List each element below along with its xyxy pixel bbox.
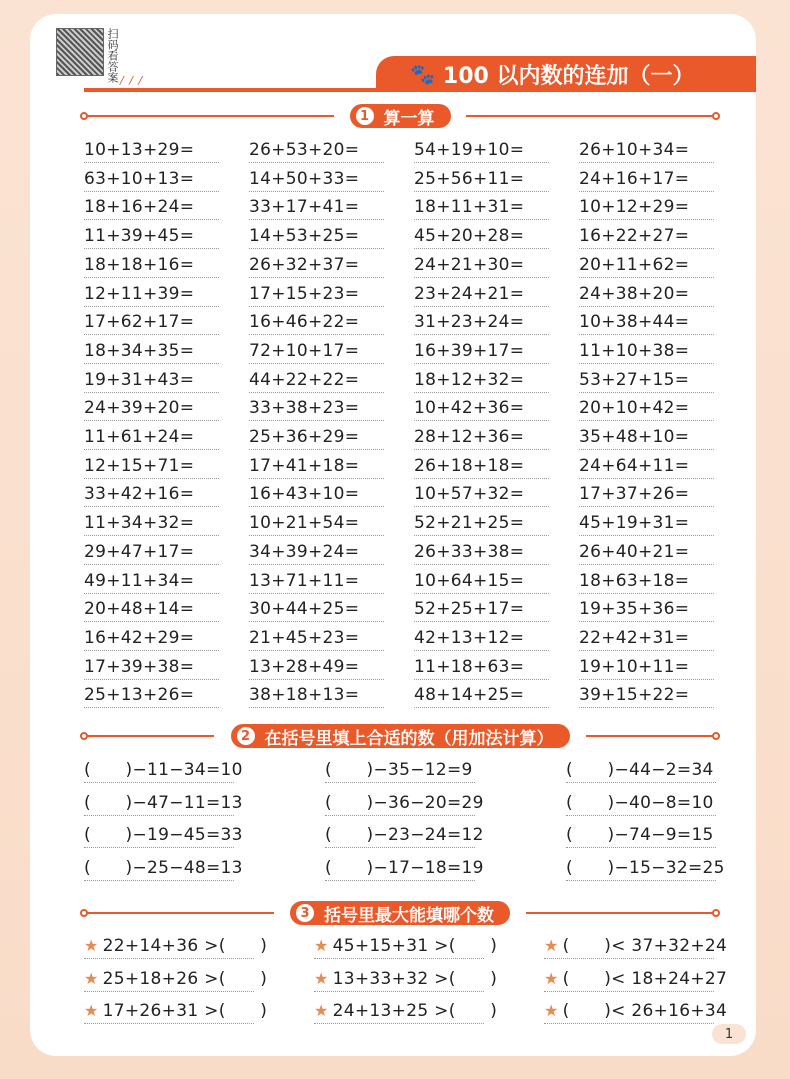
star-icon: ★ — [314, 968, 329, 988]
problem-item — [325, 856, 484, 881]
star-icon: ★ — [544, 1001, 559, 1020]
problem-text: 29+47+17= — [84, 541, 195, 562]
problem-text: 24+16+17= — [579, 168, 690, 189]
problem-text: 26+33+38= — [414, 541, 525, 562]
problem-item — [84, 310, 219, 335]
decor-dots: / / / — [120, 74, 144, 87]
problem-item — [414, 167, 549, 192]
problem-text: 18+18+16= — [84, 254, 195, 275]
problem-item — [414, 683, 549, 708]
problem-text: 17+15+23= — [249, 283, 360, 304]
problem-item — [579, 224, 714, 249]
problem-text: 24+13+25 >( ) — [332, 1001, 498, 1021]
problem-text: 16+22+27= — [579, 226, 690, 247]
problem-item — [414, 224, 549, 249]
problem-item — [544, 934, 728, 959]
problem-item — [414, 253, 549, 278]
problem-item — [414, 655, 549, 680]
problem-text: 28+12+36= — [414, 427, 525, 447]
problem-item — [84, 856, 243, 881]
problem-text: 17+41+18= — [249, 455, 360, 476]
section-number: 1 — [356, 107, 374, 125]
problem-item — [579, 396, 714, 421]
problem-item — [579, 626, 714, 651]
problem-item — [249, 195, 384, 220]
star-icon: ★ — [84, 1001, 99, 1020]
problem-text: 45+19+31= — [579, 513, 690, 534]
problem-text: ( )< 18+24+27 — [562, 968, 728, 989]
section-1-title: 算一算 — [383, 108, 435, 129]
problem-item — [249, 482, 384, 507]
problem-text: 25+18+26 >( ) — [102, 968, 268, 989]
problem-item — [84, 791, 243, 816]
problem-text: ( )−11−34=10 — [84, 760, 243, 780]
problem-text: 16+39+17= — [414, 340, 525, 361]
problem-text: ( )−19−45=33 — [84, 825, 243, 845]
problem-item — [566, 823, 716, 848]
problem-item — [84, 425, 219, 450]
problem-text: 10+42+36= — [414, 398, 525, 419]
page-number: 1 — [712, 1024, 746, 1044]
problem-item — [325, 823, 484, 848]
star-icon: ★ — [544, 968, 559, 988]
qr-label: 扫码看答案 — [106, 28, 119, 83]
star-icon: ★ — [544, 936, 559, 955]
problem-text: 10+13+29= — [84, 140, 195, 160]
problem-text: 10+12+29= — [579, 197, 690, 218]
problem-item — [249, 339, 384, 364]
problem-item — [314, 967, 498, 992]
section-2-title: 在括号里填上合适的数（用加法计算） — [264, 728, 554, 749]
problem-text: 20+11+62= — [579, 254, 690, 275]
problem-text: ( )< 37+32+24 — [562, 936, 728, 956]
problem-item — [579, 482, 714, 507]
divider-line — [526, 912, 716, 914]
problem-item — [414, 626, 549, 651]
problem-text: 35+48+10= — [579, 427, 690, 447]
problem-text: 26+53+20= — [249, 140, 360, 160]
problem-text: ( )−36−20=29 — [325, 792, 484, 813]
problem-text: 63+10+13= — [84, 168, 195, 189]
problem-text: 26+40+21= — [579, 541, 690, 562]
problem-text: 12+11+39= — [84, 283, 195, 304]
problem-item — [579, 655, 714, 680]
problem-text: 14+50+33= — [249, 168, 360, 189]
problem-text: 52+21+25= — [414, 513, 525, 534]
problem-text: 31+23+24= — [414, 312, 525, 333]
problem-item — [325, 758, 475, 783]
problem-text: 34+39+24= — [249, 541, 360, 562]
problem-text: 19+10+11= — [579, 656, 690, 677]
problem-text: 14+53+25= — [249, 226, 360, 247]
problem-text: 26+32+37= — [249, 254, 360, 275]
section-3-header — [84, 901, 716, 925]
problem-item — [579, 597, 714, 622]
problem-text: 10+38+44= — [579, 312, 690, 333]
problem-text: 18+34+35= — [84, 340, 195, 361]
problem-item — [579, 167, 714, 192]
problem-text: ( )−74−9=15 — [566, 825, 714, 845]
problem-text: 52+25+17= — [414, 599, 525, 620]
problem-text: 17+26+31 >( ) — [102, 1001, 268, 1021]
problem-text: 13+28+49= — [249, 656, 360, 677]
problem-item — [414, 569, 549, 594]
problem-item — [414, 540, 549, 565]
problem-item — [414, 425, 549, 450]
problem-item — [544, 967, 728, 992]
problem-text: 33+17+41= — [249, 197, 360, 218]
problem-text: 17+37+26= — [579, 484, 690, 505]
problem-item — [249, 655, 384, 680]
problem-text: ( )−35−12=9 — [325, 760, 473, 780]
section-number: 2 — [237, 727, 255, 745]
divider-line — [586, 735, 716, 737]
problem-item — [544, 999, 728, 1024]
problem-item — [414, 282, 549, 307]
problem-item — [84, 683, 219, 708]
problem-text: 49+11+34= — [84, 570, 195, 591]
problem-item — [579, 511, 714, 536]
problem-item — [84, 282, 219, 307]
qr-code[interactable] — [56, 28, 130, 90]
problem-text: 11+39+45= — [84, 226, 195, 247]
problem-item — [84, 454, 219, 479]
problem-text: 26+18+18= — [414, 455, 525, 476]
problem-text: 18+63+18= — [579, 570, 690, 591]
problem-item — [325, 791, 484, 816]
problem-text: 18+12+32= — [414, 369, 525, 390]
problem-item — [84, 253, 219, 278]
problem-text: 23+24+21= — [414, 283, 525, 304]
problem-text: ( )−40−8=10 — [566, 792, 714, 813]
problem-item — [249, 626, 384, 651]
problem-text: 25+13+26= — [84, 685, 195, 706]
problem-item — [566, 758, 716, 783]
problem-text: 17+62+17= — [84, 312, 195, 333]
problem-text: 10+64+15= — [414, 570, 525, 591]
problem-text: 13+71+11= — [249, 570, 360, 591]
problem-item — [414, 511, 549, 536]
problem-item — [414, 310, 549, 335]
section-2-pill — [231, 724, 570, 748]
divider-line — [466, 115, 716, 117]
divider-line — [84, 115, 334, 117]
problem-item — [579, 339, 714, 364]
problem-item — [84, 368, 219, 393]
problem-text: 54+19+10= — [414, 140, 525, 160]
problem-item — [249, 454, 384, 479]
problem-text: 25+36+29= — [249, 427, 360, 447]
problem-item — [579, 540, 714, 565]
problem-text: ( )< 26+16+34 — [562, 1001, 728, 1021]
problem-text: 21+45+23= — [249, 627, 360, 648]
problem-text: 19+35+36= — [579, 599, 690, 620]
problem-item — [84, 758, 243, 783]
problem-text: 11+10+38= — [579, 340, 690, 361]
problem-item — [249, 569, 384, 594]
problem-text: 16+46+22= — [249, 312, 360, 333]
problem-item — [84, 482, 219, 507]
problem-text: ( )−17−18=19 — [325, 857, 484, 878]
problem-item — [579, 282, 714, 307]
problem-text: 10+57+32= — [414, 484, 525, 505]
problem-item — [84, 569, 219, 594]
problem-text: ( )−23−24=12 — [325, 825, 484, 845]
problem-text: 38+18+13= — [249, 685, 360, 706]
problem-text: 72+10+17= — [249, 340, 360, 361]
problem-text: 26+10+34= — [579, 140, 690, 160]
problem-item — [84, 999, 268, 1024]
problem-text: ( )−44−2=34 — [566, 760, 714, 780]
problem-item — [84, 934, 268, 959]
problem-item — [249, 597, 384, 622]
problem-item — [566, 791, 716, 816]
section-1-pill — [350, 104, 451, 128]
problem-item — [84, 540, 219, 565]
problem-text: 11+61+24= — [84, 427, 195, 447]
problem-item — [414, 368, 549, 393]
problem-item — [84, 511, 219, 536]
problem-item — [414, 597, 549, 622]
problem-text: 42+13+12= — [414, 627, 525, 648]
section-1-header — [84, 104, 716, 128]
problem-text: 16+42+29= — [84, 627, 195, 648]
page-title: 100 以内数的连加（一） — [442, 63, 695, 89]
problem-text: 24+39+20= — [84, 398, 195, 419]
problem-text: 53+27+15= — [579, 369, 690, 390]
problem-item — [414, 195, 549, 220]
problem-text: 45+15+31 >( ) — [332, 936, 498, 956]
problem-text: 48+14+25= — [414, 685, 525, 706]
problem-text: 25+56+11= — [414, 168, 525, 189]
problem-item — [249, 368, 384, 393]
problem-text: 45+20+28= — [414, 226, 525, 247]
problem-text: 33+38+23= — [249, 398, 360, 419]
qr-code-image[interactable] — [56, 28, 104, 76]
problem-text: 10+21+54= — [249, 513, 360, 534]
problem-text: 18+16+24= — [84, 197, 195, 218]
problem-text: 19+31+43= — [84, 369, 195, 390]
problem-item — [249, 683, 384, 708]
star-icon: ★ — [314, 936, 329, 955]
problem-item — [249, 167, 384, 192]
divider-line — [84, 912, 274, 914]
problem-item — [249, 138, 384, 163]
section-number: 3 — [296, 904, 314, 922]
problem-item — [414, 454, 549, 479]
problem-item — [579, 454, 714, 479]
problem-text: 24+38+20= — [579, 283, 690, 304]
problem-text: 44+22+22= — [249, 369, 360, 390]
problem-item — [84, 167, 219, 192]
problem-text: 30+44+25= — [249, 599, 360, 620]
problem-item — [84, 224, 219, 249]
problem-text: 20+10+42= — [579, 398, 690, 419]
star-icon: ★ — [84, 968, 99, 988]
problem-item — [249, 396, 384, 421]
divider-line — [84, 735, 214, 737]
problem-text: ( )−15−32=25 — [566, 857, 725, 878]
problem-item — [579, 195, 714, 220]
problem-item — [579, 310, 714, 335]
problem-text: 39+15+22= — [579, 685, 690, 706]
problem-item — [579, 683, 714, 708]
problem-text: 18+11+31= — [414, 197, 525, 218]
problem-item — [84, 339, 219, 364]
section-2-header — [84, 724, 716, 748]
problem-text: 12+15+71= — [84, 455, 195, 476]
problem-text: 20+48+14= — [84, 599, 195, 620]
star-icon: ★ — [314, 1001, 329, 1020]
section-3-pill — [290, 901, 510, 925]
problem-item — [579, 368, 714, 393]
problem-text: 11+18+63= — [414, 656, 525, 677]
problem-item — [249, 511, 384, 536]
problem-text: ( )−47−11=13 — [84, 792, 243, 813]
problem-item — [566, 856, 725, 881]
problem-item — [84, 967, 268, 992]
problem-text: 17+39+38= — [84, 656, 195, 677]
problem-item — [84, 195, 219, 220]
problem-item — [579, 253, 714, 278]
problem-item — [249, 224, 384, 249]
problem-item — [84, 597, 219, 622]
problem-item — [249, 282, 384, 307]
problem-text: 16+43+10= — [249, 484, 360, 505]
problem-item — [84, 655, 219, 680]
problem-item — [579, 138, 714, 163]
problem-item — [84, 396, 219, 421]
section-3-title: 括号里最大能填哪个数 — [324, 905, 494, 926]
problem-item — [414, 138, 549, 163]
problem-item — [249, 253, 384, 278]
problem-item — [249, 310, 384, 335]
problem-item — [84, 626, 219, 651]
problem-item — [414, 339, 549, 364]
problem-item — [84, 138, 219, 163]
problem-text: 33+42+16= — [84, 484, 195, 505]
problem-item — [314, 934, 498, 959]
problem-text: 22+14+36 >( ) — [102, 936, 268, 956]
problem-item — [579, 425, 714, 450]
problem-item — [414, 396, 549, 421]
problem-item — [579, 569, 714, 594]
problem-text: 24+64+11= — [579, 455, 690, 476]
problem-text: 22+42+31= — [579, 627, 690, 648]
star-icon: ★ — [84, 936, 99, 955]
paw-icon: 🐾 — [410, 62, 435, 86]
problem-item — [84, 823, 243, 848]
problem-item — [314, 999, 498, 1024]
problem-text: 13+33+32 >( ) — [332, 968, 498, 989]
title-tab — [376, 56, 756, 92]
problem-item — [249, 425, 384, 450]
problem-item — [249, 540, 384, 565]
problem-text: 11+34+32= — [84, 513, 195, 534]
problem-text: 24+21+30= — [414, 254, 525, 275]
problem-text: ( )−25−48=13 — [84, 857, 243, 878]
problem-item — [414, 482, 549, 507]
